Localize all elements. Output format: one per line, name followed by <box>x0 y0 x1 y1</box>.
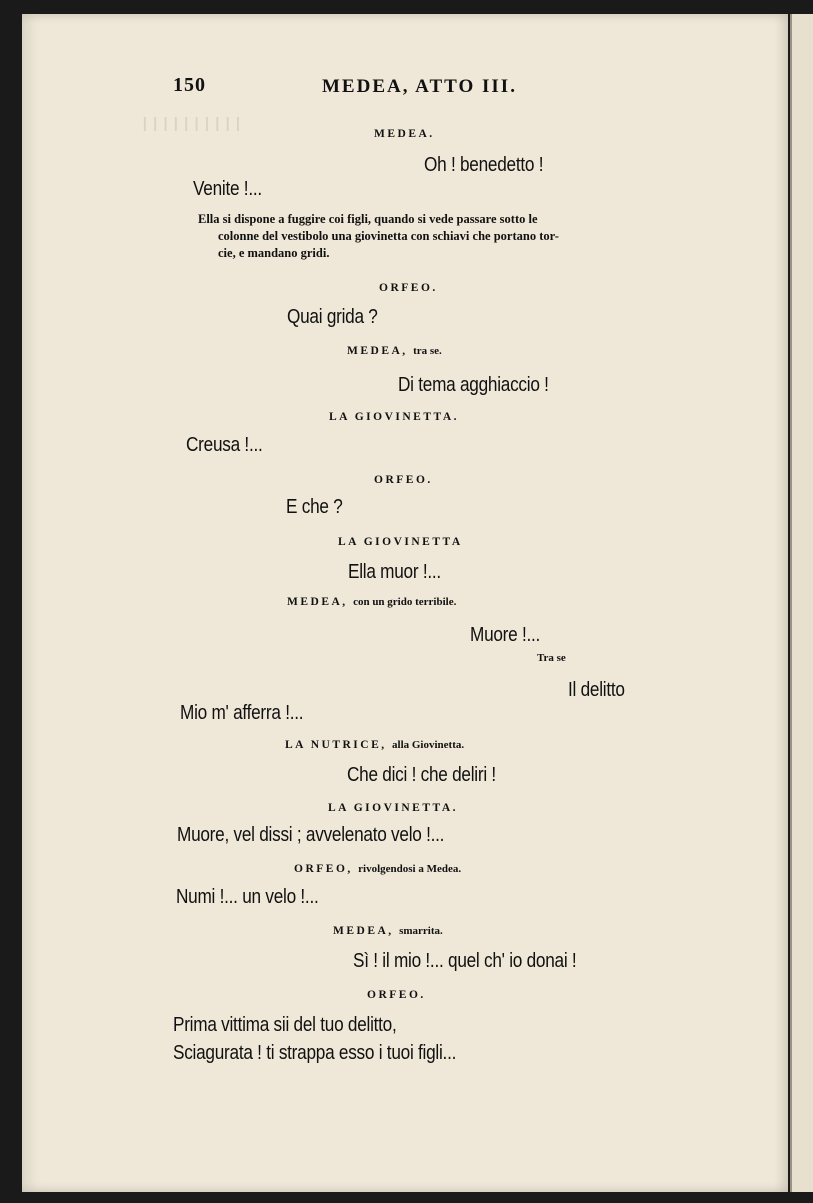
speaker-giovinetta: LA GIOVINETTA. <box>328 802 459 814</box>
verse-line: Mio m' afferra !... <box>180 702 304 724</box>
verse-line: Che dici ! che deliri ! <box>347 764 496 786</box>
aside-note: Tra se <box>537 652 566 664</box>
speaker-medea <box>347 345 442 357</box>
verse-line: Venite !... <box>193 178 262 200</box>
speaker-medea <box>333 925 443 937</box>
verse-line: Di tema agghiaccio ! <box>398 374 549 396</box>
show-through-text: ⵏ ⵏ ⵏ ⵏ ⵏ ⵏ ⵏ ⵏ ⵏ ⵏ <box>142 115 241 136</box>
speaker-note: con un grido terribile. <box>353 596 457 608</box>
speaker-name: LA NUTRICE, <box>285 739 387 751</box>
speaker-giovinetta: LA GIOVINETTA. <box>329 411 460 423</box>
speaker-note: tra se. <box>413 345 442 357</box>
speaker-name: ORFEO, <box>294 863 353 875</box>
stage-direction-line: colonne del vestibolo una giovinetta con schiavi che portano tor- <box>218 229 559 243</box>
speaker-orfeo: ORFEO. <box>374 474 433 486</box>
verse-line: Muore, vel dissi ; avvelenato velo !... <box>177 824 445 846</box>
verse-line: Il delitto <box>568 679 625 701</box>
verse-line: Ella muor !... <box>348 561 441 583</box>
verse-line: Prima vittima sii del tuo delitto, <box>173 1014 397 1036</box>
speaker-name: MEDEA, <box>347 345 408 357</box>
verse-line: Sì ! il mio !... quel ch' io donai ! <box>353 950 577 972</box>
book-page <box>22 14 788 1192</box>
verse-line: Numi !... un velo !... <box>176 886 319 908</box>
speaker-note: rivolgendosi a Medea. <box>358 863 462 875</box>
verse-line: E che ? <box>286 496 343 518</box>
speaker-orfeo <box>294 863 461 875</box>
speaker-orfeo: ORFEO. <box>367 989 426 1001</box>
verse-line: Oh ! benedetto ! <box>424 154 544 176</box>
speaker-name: MEDEA, <box>333 925 394 937</box>
adjacent-page-edge <box>790 14 813 1192</box>
verse-line: Muore !... <box>470 624 541 646</box>
page-number: 150 <box>173 74 206 96</box>
verse-line: Creusa !... <box>186 434 263 456</box>
stage-direction-line: Ella si dispone a fuggire coi figli, quando si vede passare sotto le <box>198 212 538 226</box>
speaker-giovinetta: LA GIOVINETTA <box>338 536 463 548</box>
stage-direction <box>198 211 698 262</box>
speaker-medea <box>287 596 456 608</box>
speaker-note: smarrita. <box>399 925 443 937</box>
speaker-nutrice <box>285 739 464 751</box>
speaker-orfeo: ORFEO. <box>379 282 438 294</box>
running-title: MEDEA, ATTO III. <box>322 76 517 97</box>
verse-line: Quai grida ? <box>287 306 378 328</box>
verse-line: Sciagurata ! ti strappa esso i tuoi figli... <box>173 1042 457 1064</box>
stage-direction-line: cie, e mandano gridi. <box>218 246 330 260</box>
speaker-medea: MEDEA. <box>374 128 435 140</box>
speaker-name: MEDEA, <box>287 596 348 608</box>
speaker-note: alla Giovinetta. <box>392 739 465 751</box>
